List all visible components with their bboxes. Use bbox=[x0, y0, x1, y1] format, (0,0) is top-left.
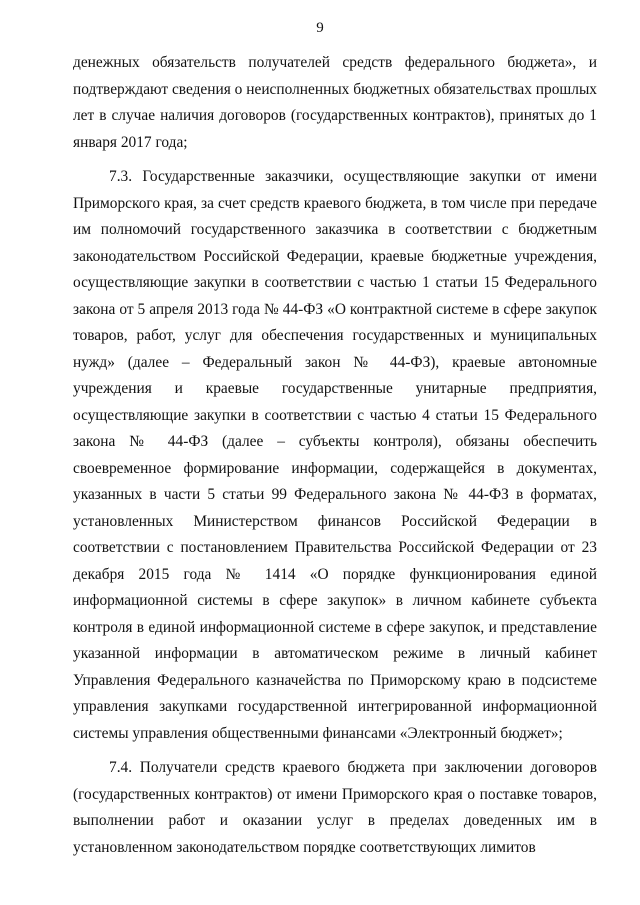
document-body bbox=[73, 50, 597, 861]
page-number: 9 bbox=[316, 20, 324, 36]
paragraph-7-3: 7.3. Государственные заказчики, осуществляющие закупки от имени Приморского края, за счет средств краевого бюджета, в том числе при передаче им полномочий государственного заказчика в соответствии с бюджетным законодательством Российской Федерации, краевые бюджетные учреждения, осуществляющие закупки в соответствии с частью 1 статьи 15 Федерального закона от 5 апреля 2013 года № 44-ФЗ «О контрактной системе в сфере закупок товаров, работ, услуг для обеспечения государственных и муниципальных нужд» (далее – Федеральный закон № 44-ФЗ), краевые автономные учреждения и краевые государственные унитарные предприятия, осуществляющие закупки в соответствии с частью 4 статьи 15 Федерального закона № 44-ФЗ (далее – субъекты контроля), обязаны обеспечить своевременное формирование информации, содержащейся в документах, указанных в части 5 статьи 99 Федерального закона № 44-ФЗ в форматах, установленных Министерством финансов Российской Федерации в соответствии с постановлением Правительства Российской Федерации от 23 декабря 2015 года № 1414 «О порядке функционирования единой информационной системы в сфере закупок» в личном кабинете субъекта контроля в единой информационной системе в сфере закупок, и представление указанной информации в автоматическом режиме в личный кабинет Управления Федерального казначейства по Приморскому краю в подсистеме управления закупками государственной интегрированной информационной системы управления общественными финансами «Электронный бюджет»; bbox=[73, 168, 597, 742]
paragraph-7-4: 7.4. Получатели средств краевого бюджета при заключении договоров (государственных контрактов) от имени Приморского края о поставке товаров, выполнении работ и оказании услуг в пределах доведенных им в установленном законодательством порядке соответствующих лимитов bbox=[73, 759, 597, 856]
paragraph-continuation: денежных обязательств получателей средств федерального бюджета», и подтверждают сведения о неисполненных бюджетных обязательствах прошлых лет в случае наличия договоров (государственных контрактов), принятых до 1 января 2017 года; bbox=[73, 54, 597, 151]
